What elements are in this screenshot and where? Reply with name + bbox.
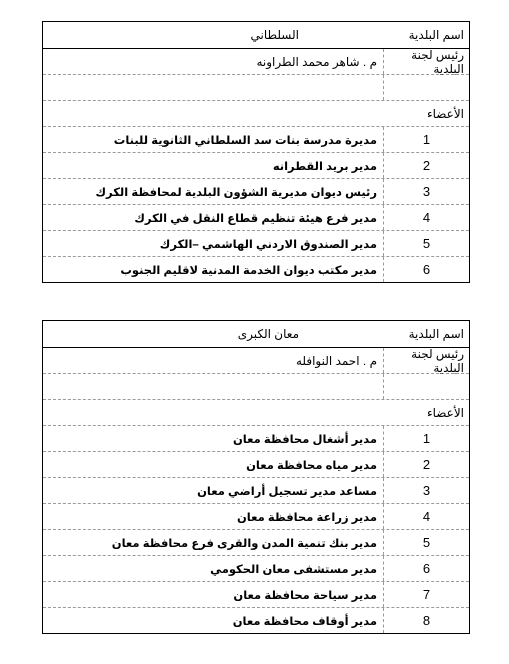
member-title: مديرة مدرسة بنات سد السلطاني الثانوية للبنات — [113, 134, 377, 147]
member-row — [43, 204, 469, 230]
blank-cell — [383, 374, 469, 399]
member-title: مدير أوقاف محافظة معان — [232, 615, 377, 628]
blank-cell — [383, 75, 469, 100]
municipality-row — [43, 321, 469, 347]
member-number: 8 — [383, 608, 469, 633]
member-number: 6 — [383, 257, 469, 282]
member-title: مدير فرع هيئة تنظيم قطاع النقل في الكرك — [134, 212, 377, 225]
member-title: مدير سياحة محافظة معان — [233, 589, 377, 602]
member-row — [43, 256, 469, 282]
member-title: مدير زراعة محافظة معان — [236, 511, 377, 524]
member-number: 4 — [383, 205, 469, 230]
chair-label: رئيس لجنة البلدية — [383, 348, 469, 373]
member-number: 1 — [383, 127, 469, 152]
committee-table-2 — [42, 320, 470, 634]
member-number: 5 — [383, 231, 469, 256]
member-title: مدير أشغال محافظة معان — [232, 433, 377, 446]
member-number: 4 — [383, 504, 469, 529]
municipality-name: السلطاني — [250, 28, 299, 42]
member-title: رئيس ديوان مديرية الشؤون البلدية لمحافظة الكرك — [95, 186, 377, 199]
member-number: 3 — [383, 179, 469, 204]
member-title: مدير مياه محافظة معان — [246, 459, 377, 472]
member-number: 2 — [383, 452, 469, 477]
member-row — [43, 529, 469, 555]
member-number: 5 — [383, 530, 469, 555]
member-row — [43, 503, 469, 529]
member-number: 7 — [383, 582, 469, 607]
members-label-row — [43, 399, 469, 425]
members-label: الأعضاء — [426, 405, 464, 420]
blank-row — [43, 74, 469, 100]
member-row — [43, 581, 469, 607]
municipality-label: اسم البلدية — [408, 327, 464, 341]
member-number: 2 — [383, 153, 469, 178]
member-title: مدير بريد القطرانه — [272, 160, 377, 173]
member-title: مدير مستشفى معان الحكومي — [210, 563, 377, 576]
member-row — [43, 451, 469, 477]
municipality-name: معان الكبرى — [237, 327, 299, 341]
member-row — [43, 178, 469, 204]
member-number: 6 — [383, 556, 469, 581]
member-title: مدير مكتب ديوان الخدمة المدنية لاقليم الجنوب — [120, 264, 377, 277]
member-row — [43, 477, 469, 503]
municipality-label: اسم البلدية — [408, 28, 464, 42]
member-number: 1 — [383, 426, 469, 451]
member-row — [43, 555, 469, 581]
chair-label: رئيس لجنة البلدية — [383, 49, 469, 74]
blank-row — [43, 373, 469, 399]
member-number: 3 — [383, 478, 469, 503]
chair-name: م . احمد النوافله — [295, 353, 377, 368]
member-title: مدير بنك تنمية المدن والقرى فرع محافظة معان — [111, 537, 377, 550]
member-row — [43, 152, 469, 178]
member-row — [43, 126, 469, 152]
member-row — [43, 230, 469, 256]
committee-table-1 — [42, 21, 470, 283]
blank-cell — [43, 75, 383, 100]
members-label-row — [43, 100, 469, 126]
chair-row — [43, 48, 469, 74]
member-title: مدير الصندوق الاردني الهاشمي –الكرك — [159, 238, 377, 251]
blank-cell — [43, 374, 383, 399]
municipality-row — [43, 22, 469, 48]
member-row — [43, 607, 469, 633]
chair-name: م . شاهر محمد الطراونه — [256, 54, 377, 69]
member-row — [43, 425, 469, 451]
chair-row — [43, 347, 469, 373]
member-title: مساعد مدير تسجيل أراضي معان — [197, 485, 377, 498]
members-label: الأعضاء — [426, 106, 464, 121]
